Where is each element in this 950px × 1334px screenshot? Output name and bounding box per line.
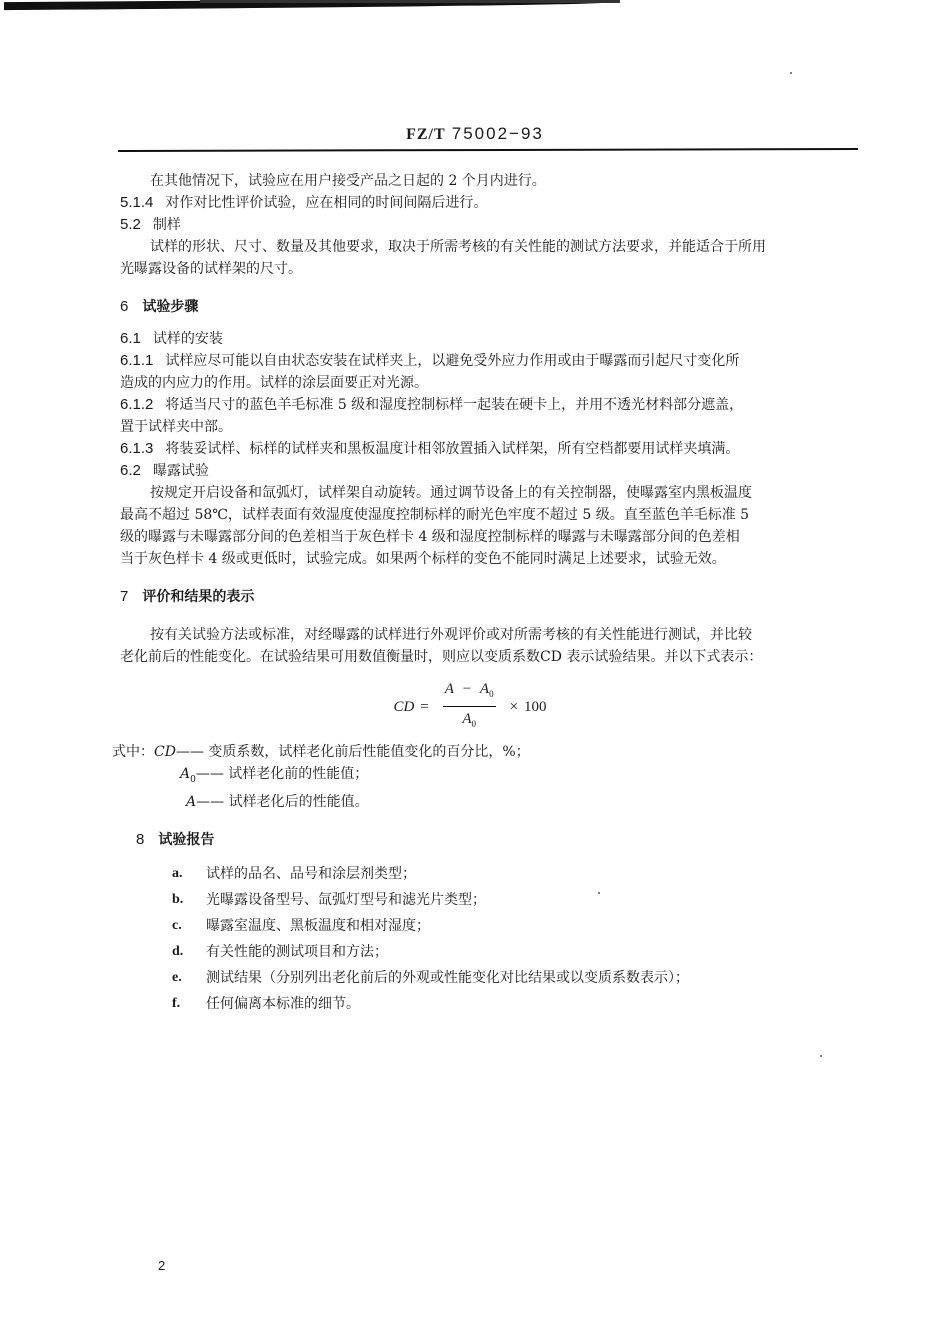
section-number: 6 [120, 298, 129, 315]
clause-text: 将装妥试样、标样的试样夹和黑板温度计相邻放置插入试样架，所有空档都要用试样夹填满。 [165, 441, 740, 457]
list-item-text: 有关性能的测试项目和方法； [206, 943, 388, 960]
section-7-heading [120, 586, 860, 608]
clause-6-1-3 [120, 438, 860, 460]
clause-6-2-line-4: 当于灰色样卡 4 级或更低时，试验完成。如果两个标样的变色不能同时满足上述要求，试验无效。 [120, 551, 726, 567]
section-number: 8 [136, 830, 145, 848]
list-item-text: 光曝露设备型号、氙弧灯型号和滤光片类型； [206, 891, 486, 908]
definition-symbol: CD [154, 744, 176, 760]
list-item-text: 任何偏离本标准的细节。 [206, 995, 360, 1012]
clause-number: 5.1.4 [120, 194, 154, 211]
formula-equals: = [420, 698, 429, 715]
list-item [172, 939, 860, 965]
clause-6-1-2-line-2: 置于试样夹中部。 [120, 419, 232, 435]
section-6-heading [120, 296, 860, 318]
clause-number: 6.1 [120, 330, 141, 347]
clause-5-1-3-continuation: 在其他情况下，试验应在用户接受产品之日起的 2 个月内进行。 [150, 173, 546, 189]
list-marker: b. [172, 891, 184, 907]
definition-text: —— 试样老化后的性能值。 [196, 793, 369, 810]
clause-number: 6.1.3 [120, 440, 154, 457]
definition-subscript: 0 [190, 774, 196, 785]
scan-edge-artifact-thin [200, 0, 620, 3]
document-body [112, 170, 860, 1017]
list-item-text: 测试结果（分别列出老化前后的外观或性能变化对比结果或以变质系数表示）； [206, 969, 689, 986]
formula-fraction [443, 678, 496, 735]
list-marker: e. [172, 969, 182, 985]
section-title: 试验报告 [158, 831, 215, 848]
formula-numerator [443, 678, 496, 707]
clause-5-1-4 [120, 192, 860, 214]
clause-number: 6.2 [120, 462, 141, 479]
section-7-line-1: 按有关试验方法或标准，对经曝露的试样进行外观评价或对所需考核的有关性能进行测试，并比较 [150, 627, 752, 643]
list-marker: a. [172, 865, 183, 881]
clause-5-2-line-2: 光曝露设备的试样架的尺寸。 [120, 261, 302, 277]
definition-a [120, 791, 860, 813]
report-items-list [120, 861, 860, 1017]
standard-code-number: 75002−93 [451, 124, 544, 143]
definition-text: —— 变质系数，试样老化前后性能值变化的百分比，%； [175, 744, 530, 760]
formula-denominator [462, 707, 476, 735]
section-title: 评价和结果的表示 [142, 589, 255, 605]
clause-number: 6.1.2 [120, 396, 154, 413]
clause-6-2-line-2: 最高不超过 58℃，试样表面有效湿度使湿度控制标样的耐光色牢度不超过 5 级。直至蓝色羊毛标准 5 [120, 507, 750, 523]
clause-6-1-1-line-2: 造成的内应力的作用。试样的涂层面要正对光源。 [120, 375, 428, 391]
section-number: 7 [120, 588, 129, 605]
definition-intro: 式中： [112, 744, 154, 760]
section-title: 试验步骤 [142, 299, 199, 315]
clause-number: 6.1.1 [120, 352, 154, 369]
formula-factor: 100 [524, 698, 547, 715]
clause-6-1-1 [120, 350, 860, 372]
clause-6-1-heading [120, 328, 860, 350]
section-8-heading [120, 829, 860, 851]
page-header [0, 124, 950, 144]
clause-5-2-heading [120, 214, 860, 236]
clause-number: 5.2 [120, 216, 141, 233]
section-7-line-2: 老化前后的性能变化。在试验结果可用数值衡量时，则应以变质系数CD 表示试验结果。并以下式表示： [120, 649, 763, 665]
definition-symbol: A [186, 793, 197, 810]
formula-var-a0: A [479, 681, 490, 697]
list-marker: f. [172, 995, 181, 1011]
formula-subscript: 0 [489, 689, 494, 699]
header-rule [118, 148, 858, 152]
list-item [172, 913, 860, 939]
clause-text: 对作对比性评价试验，应在相同的时间间隔后进行。 [165, 195, 488, 211]
formula-times: × [509, 698, 519, 715]
clause-text: 试样应尽可能以自由状态安装在试样夹上，以避免受外应力作用或由于曝露而引起尺寸变化所 [165, 353, 740, 369]
clause-6-2-line-3: 级的曝露与未曝露部分间的色差相当于灰色样卡 4 级和湿度控制标样的曝露与未曝露部分间的色差相 [120, 529, 740, 545]
page-number: 2 [158, 1258, 166, 1273]
definition-text: —— 试样老化前的性能值； [195, 766, 369, 782]
list-marker: d. [172, 943, 184, 959]
clause-6-2-line-1: 按规定开启设备和氙弧灯，试样架自动旋转。通过调节设备上的有关控制器，使曝露室内黑板温度 [150, 485, 752, 501]
list-item [172, 887, 860, 913]
definition-cd [112, 741, 860, 763]
list-item-text: 曝露室温度、黑板温度和相对湿度； [206, 917, 430, 934]
scan-speck [820, 1055, 822, 1057]
scan-speck [598, 892, 600, 894]
formula-subscript: 0 [471, 719, 476, 729]
clause-title: 曝露试验 [152, 463, 209, 479]
clause-6-1-2 [120, 394, 860, 416]
clause-6-2-heading [120, 460, 860, 482]
list-marker: c. [172, 917, 182, 933]
clause-title: 试样的安装 [152, 331, 223, 347]
clause-text: 将适当尺寸的蓝色羊毛标准 5 级和湿度控制标样一起装在硬卡上，并用不透光材料部分遮盖， [165, 397, 744, 413]
definition-symbol: A [180, 766, 191, 782]
standard-code-prefix: FZ/T [406, 126, 446, 143]
list-item [172, 991, 860, 1017]
definition-a0 [120, 763, 860, 791]
list-item [172, 861, 860, 887]
formula-minus: − [462, 681, 472, 697]
scan-speck [790, 72, 792, 74]
formula-var-a0: A [462, 711, 472, 727]
formula-var-a: A [444, 681, 454, 697]
list-item [172, 965, 860, 991]
cd-formula [120, 678, 860, 735]
clause-5-2-line-1: 试样的形状、尺寸、数量及其他要求，取决于所需考核的有关性能的测试方法要求，并能适合于所用 [150, 239, 766, 255]
formula-lhs: CD [393, 698, 415, 715]
clause-title: 制样 [152, 217, 181, 233]
list-item-text: 试样的品名、品号和涂层剂类型； [206, 865, 416, 882]
